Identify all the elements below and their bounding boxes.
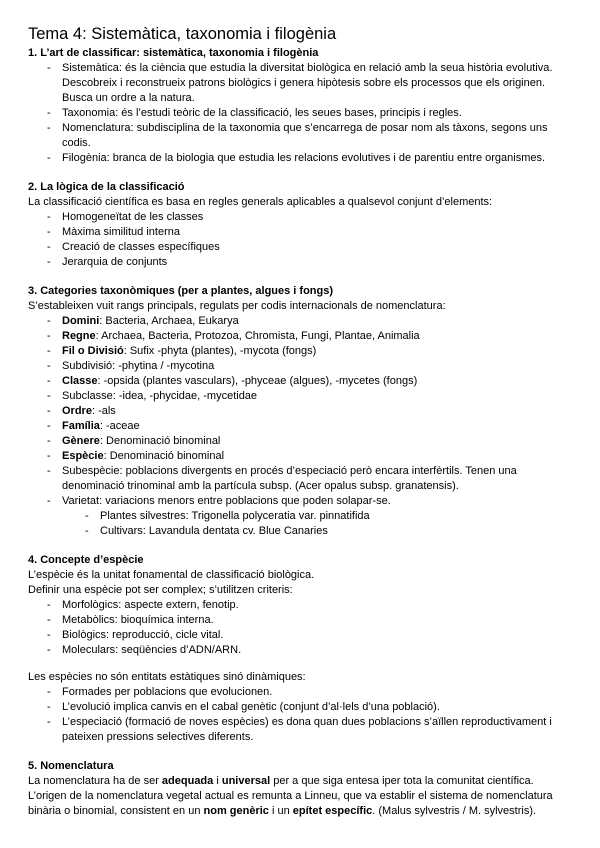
section-4-dynamics-list: [28, 685, 562, 745]
rank-detail: : -als: [91, 405, 116, 417]
rank-item: [28, 449, 562, 464]
list-item: - L’evolució implica canvis en el cabal genètic (conjunt d’al·lels d’una població).: [28, 700, 562, 715]
rank-item: [28, 389, 562, 404]
rank-detail: : Sufix -phyta (plantes), -mycota (fongs): [123, 345, 317, 357]
section-5-paragraph-1: La nomenclatura ha de ser adequada i universal per a que siga entesa iper tota la comunitat científica.: [28, 775, 534, 787]
rank-item: [28, 374, 562, 389]
rank-name: Gènere: [62, 435, 100, 447]
rank-item: [28, 434, 562, 449]
rank-name: Domini: [62, 315, 100, 327]
rank-item: [28, 359, 562, 374]
rank-name: Classe: [62, 375, 98, 387]
section-1-heading: 1. L’art de classificar: sistemàtica, taxonomia i filogènia: [28, 47, 319, 59]
rank-detail: : Bacteria, Archaea, Eukarya: [99, 315, 239, 327]
rank-item: [28, 464, 562, 494]
section-3-intro: S’estableixen vuit rangs principals, regulats per codis internacionals de nomenclatura:: [28, 300, 446, 312]
rank-detail: Subdivisió: -phytina / -mycotina: [62, 360, 215, 372]
section-3-heading: 3. Categories taxonòmiques (per a plantes, algues i fongs): [28, 285, 334, 297]
list-item: - Morfològics: aspecte extern, fenotip.: [28, 598, 562, 613]
rank-item: [28, 329, 562, 344]
section-2-intro: La classificació científica es basa en regles generals aplicables a qualsevol conjunt d’elements:: [28, 196, 493, 208]
sublist-item: - Plantes silvestres: Trigonella polyceratia var. pinnatifida: [62, 509, 562, 524]
section-1-list: [28, 61, 562, 166]
rank-item: [28, 419, 562, 434]
section-4-intro-1: L’espècie és la unitat fonamental de classificació biològica.: [28, 569, 315, 581]
list-item: - Formades per poblacions que evolucionen.: [28, 685, 562, 700]
list-item: - Biològics: reproducció, cicle vital.: [28, 628, 562, 643]
rank-name: Espècie: [62, 450, 104, 462]
section-3-list: [28, 314, 562, 539]
list-item: - Sistemàtica: és la ciència que estudia la diversitat biològica en relació amb la seua història evolutiva. Descobreix i reconstrueix patrons biològics i genera hipòtesis sobre els processos que els originen. Busca un ordre a la natura.: [28, 61, 562, 106]
rank-detail: Subclasse: -idea, -phycidae, -mycetidae: [62, 390, 258, 402]
variety-sublist: [62, 509, 562, 539]
section-4-intro-3: Les espècies no són entitats estàtiques sinó dinàmiques:: [28, 671, 306, 683]
list-item: - Màxima similitud interna: [28, 225, 562, 240]
list-item: - Moleculars: seqüències d’ADN/ARN.: [28, 643, 562, 658]
rank-name: Ordre: [62, 405, 92, 417]
rank-detail: : Archaea, Bacteria, Protozoa, Chromista, Fungi, Plantae, Animalia: [95, 330, 420, 342]
list-item: - Filogènia: branca de la biologia que estudia les relacions evolutives i de parentiu entre organismes.: [28, 151, 562, 166]
rank-detail: : -opsida (plantes vasculars), -phyceae (algues), -mycetes (fongs): [97, 375, 418, 387]
rank-item: [28, 494, 562, 539]
list-item: - Jerarquia de conjunts: [28, 255, 562, 270]
section-2-list: [28, 210, 562, 270]
rank-detail: Subespècie: poblacions divergents en procés d’especiació però encara interfèrtils. Tenen una denominació trinominal amb la partícula subsp. (Acer opalus subsp. granatensis).: [62, 465, 517, 492]
rank-detail: Varietat: variacions menors entre poblacions que poden solapar-se.: [62, 495, 391, 507]
section-5-heading: 5. Nomenclatura: [28, 760, 114, 772]
rank-detail: : Denominació binominal: [103, 450, 225, 462]
rank-name: Fil o Divisió: [62, 345, 124, 357]
list-item: - Metabòlics: bioquímica interna.: [28, 613, 562, 628]
list-item: - Creació de classes específiques: [28, 240, 562, 255]
rank-item: [28, 314, 562, 329]
section-5-paragraph-2: L’origen de la nomenclatura vegetal actual es remunta a Linneu, que va establir el sistema de nomenclatura binària o binomial, consistent en un nom genèric i un epítet específic. (Malus sylvestris / M. sylvestris).: [28, 790, 553, 817]
section-4-intro-2: Definir una espècie pot ser complex; s’utilitzen criteris:: [28, 584, 293, 596]
rank-name: Regne: [62, 330, 96, 342]
list-item: - Nomenclatura: subdisciplina de la taxonomia que s’encarrega de posar nom als tàxons, segons uns codis.: [28, 121, 562, 151]
sublist-item: - Cultivars: Lavandula dentata cv. Blue Canaries: [62, 524, 562, 539]
section-4-criteria-list: [28, 598, 562, 658]
list-item: - Homogeneïtat de les classes: [28, 210, 562, 225]
rank-name: Família: [62, 420, 100, 432]
section-4-heading: 4. Concepte d’espècie: [28, 554, 144, 566]
rank-detail: : Denominació binominal: [99, 435, 221, 447]
rank-item: [28, 404, 562, 419]
document-title: Tema 4: Sistemàtica, taxonomia i filogènia: [28, 25, 337, 43]
rank-detail: : -aceae: [99, 420, 140, 432]
rank-item: [28, 344, 562, 359]
list-item: - L’especiació (formació de noves espècies) es dona quan dues poblacions s’aïllen reproductivament i pateixen pressions selectives diferents.: [28, 715, 562, 745]
list-item: - Taxonomia: és l’estudi teòric de la classificació, les seues bases, principis i regles.: [28, 106, 562, 121]
section-2-heading: 2. La lògica de la classificació: [28, 181, 185, 193]
